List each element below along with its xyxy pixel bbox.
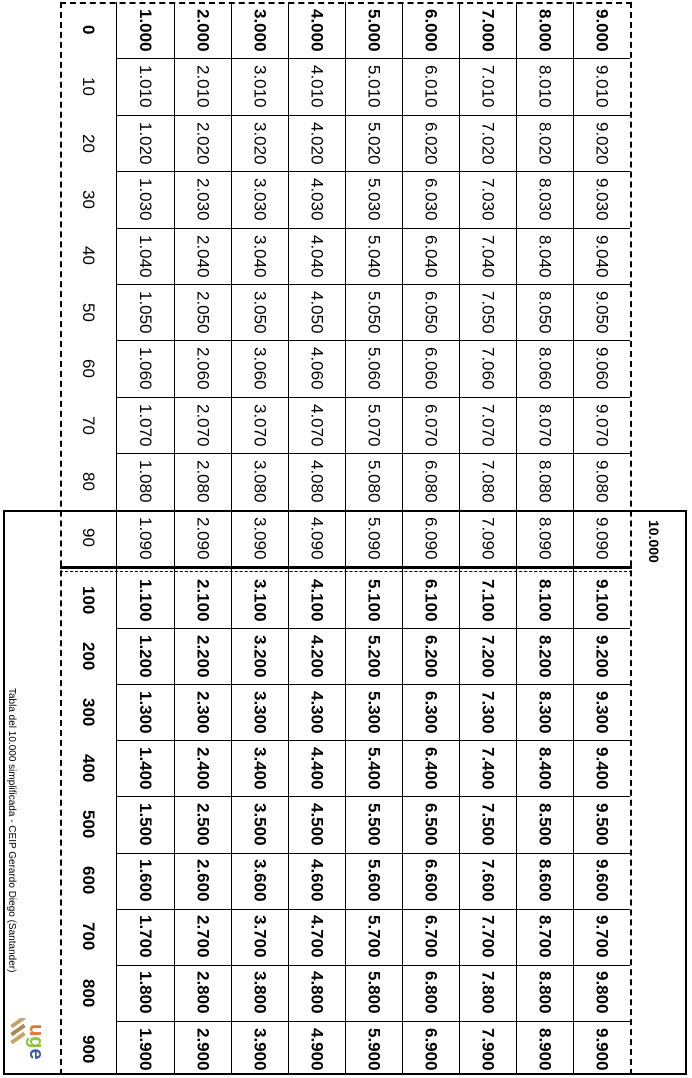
header-cell: 80 bbox=[79, 471, 98, 491]
table-cell: 2.200 bbox=[193, 634, 213, 678]
table-cell: 6.020 bbox=[421, 121, 441, 165]
header-cell: 10 bbox=[79, 77, 98, 97]
table-cell: 9.700 bbox=[592, 915, 612, 958]
table-cell: 7.070 bbox=[478, 403, 498, 447]
table-cell: 3.500 bbox=[250, 803, 270, 846]
table-cell: 8.600 bbox=[535, 859, 555, 902]
table-cell: 7.700 bbox=[478, 915, 498, 958]
section-separator bbox=[60, 566, 632, 569]
table-cell: 8.020 bbox=[535, 121, 555, 165]
table-cell: 8.300 bbox=[535, 690, 555, 734]
table-cell: 6.070 bbox=[421, 403, 441, 447]
table-cell: 5.010 bbox=[364, 65, 384, 108]
table-cell: 4.700 bbox=[307, 915, 327, 958]
table-cell: 7.300 bbox=[478, 690, 498, 734]
table-cell: 6.600 bbox=[421, 859, 441, 902]
table-cell: 1.040 bbox=[136, 234, 155, 278]
table-cell: 7.010 bbox=[478, 65, 498, 108]
table-cell: 7.090 bbox=[478, 516, 498, 560]
table-cell: 9.600 bbox=[592, 859, 612, 902]
table-cell: 2.700 bbox=[193, 915, 213, 958]
table-cell: 8.700 bbox=[535, 915, 555, 958]
header-cell: 0 bbox=[79, 25, 98, 35]
table-cell: 8.800 bbox=[535, 971, 555, 1014]
table-cell: 6.000 bbox=[421, 8, 441, 52]
table-cell: 8.100 bbox=[535, 578, 555, 622]
header-cell: 700 bbox=[79, 922, 98, 951]
table-cell: 5.090 bbox=[364, 516, 384, 560]
table-cell: 5.400 bbox=[364, 747, 384, 790]
table-cell: 5.700 bbox=[364, 915, 384, 958]
table-cell: 7.080 bbox=[478, 460, 498, 503]
table-caption: Tabla del 10.000 simplificada - CEIP Gerardo Diego (Santander) bbox=[6, 688, 17, 973]
table-cell: 5.600 bbox=[364, 859, 384, 902]
table-cell: 2.040 bbox=[193, 234, 213, 278]
table-cell: 6.050 bbox=[421, 290, 441, 334]
table-cell: 4.090 bbox=[307, 516, 327, 560]
table-cell: 2.900 bbox=[193, 1027, 213, 1071]
table-cell: 9.400 bbox=[592, 747, 612, 790]
table-cell: 6.090 bbox=[421, 516, 441, 560]
logo-mark-icon bbox=[10, 1018, 47, 1060]
table-cell: 9.020 bbox=[592, 121, 612, 165]
table-cell: 1.100 bbox=[136, 578, 155, 622]
table-cell: 4.500 bbox=[307, 803, 327, 846]
header-cell: 30 bbox=[79, 189, 98, 209]
table-cell: 5.000 bbox=[364, 8, 384, 52]
table-cell: 6.200 bbox=[421, 634, 441, 678]
table-cell: 9.090 bbox=[592, 516, 612, 560]
table-cell: 7.900 bbox=[478, 1027, 498, 1071]
header-cell: 300 bbox=[79, 698, 98, 727]
table-cell: 4.050 bbox=[307, 290, 327, 334]
table-cell: 3.050 bbox=[250, 290, 270, 334]
table-cell: 7.030 bbox=[478, 178, 498, 221]
table-cell: 3.200 bbox=[250, 634, 270, 678]
table-cell: 2.020 bbox=[193, 121, 213, 165]
table-cell: 4.300 bbox=[307, 690, 327, 734]
header-cell: 600 bbox=[79, 866, 98, 895]
table-cell: 4.600 bbox=[307, 859, 327, 902]
table-cell: 5.080 bbox=[364, 460, 384, 503]
table-cell: 4.020 bbox=[307, 121, 327, 165]
table-cell: 1.700 bbox=[136, 915, 155, 958]
table-cell: 7.100 bbox=[478, 578, 498, 622]
table-cell: 2.050 bbox=[193, 290, 213, 334]
table-cell: 8.090 bbox=[535, 516, 555, 560]
table-cell: 5.040 bbox=[364, 234, 384, 278]
table-cell: 8.060 bbox=[535, 347, 555, 390]
table-cell: 2.090 bbox=[193, 516, 213, 560]
table-cell: 8.200 bbox=[535, 634, 555, 678]
table-cell: 2.080 bbox=[193, 460, 213, 503]
table-cell: 1.900 bbox=[136, 1027, 155, 1071]
header-cell: 400 bbox=[79, 754, 98, 783]
table-cell: 7.060 bbox=[478, 347, 498, 390]
table-cell: 9.070 bbox=[592, 403, 612, 447]
table-cell: 7.400 bbox=[478, 747, 498, 790]
table-cell: 5.900 bbox=[364, 1027, 384, 1071]
table-cell: 1.010 bbox=[136, 65, 155, 108]
table-cell: 3.060 bbox=[250, 347, 270, 390]
table-cell: 3.010 bbox=[250, 65, 270, 108]
table-cell: 8.400 bbox=[535, 747, 555, 790]
table-cell: 3.030 bbox=[250, 178, 270, 221]
title-box bbox=[632, 510, 687, 563]
table-cell: 1.300 bbox=[136, 690, 155, 734]
table-cell: 5.800 bbox=[364, 971, 384, 1014]
table-cell: 9.050 bbox=[592, 290, 612, 334]
table-cell: 5.070 bbox=[364, 403, 384, 447]
table-cell: 6.300 bbox=[421, 690, 441, 734]
table-cell: 6.030 bbox=[421, 178, 441, 221]
table-cell: 7.020 bbox=[478, 121, 498, 165]
table-cell: 5.060 bbox=[364, 347, 384, 390]
table-cell: 4.900 bbox=[307, 1027, 327, 1071]
header-cell: 800 bbox=[79, 978, 98, 1007]
table-cell: 3.400 bbox=[250, 747, 270, 790]
table-cell: 1.020 bbox=[136, 121, 155, 165]
table-cell: 6.040 bbox=[421, 234, 441, 278]
table-cell: 5.200 bbox=[364, 634, 384, 678]
table-cell: 3.800 bbox=[250, 971, 270, 1014]
header-cell: 500 bbox=[79, 810, 98, 839]
table-cell: 7.200 bbox=[478, 634, 498, 678]
table-cell: 6.060 bbox=[421, 347, 441, 390]
header-cell: 900 bbox=[79, 1034, 98, 1064]
table-cell: 4.070 bbox=[307, 403, 327, 447]
table-cell: 3.700 bbox=[250, 915, 270, 958]
table-cell: 9.010 bbox=[592, 65, 612, 108]
header-cell: 20 bbox=[79, 133, 98, 153]
table-cell: 6.010 bbox=[421, 65, 441, 108]
header-cell: 60 bbox=[79, 359, 98, 379]
table-cell: 9.040 bbox=[592, 234, 612, 278]
table-cell: 7.800 bbox=[478, 971, 498, 1014]
table-cell: 5.020 bbox=[364, 121, 384, 165]
table-cell: 9.060 bbox=[592, 347, 612, 390]
table-cell: 8.900 bbox=[535, 1027, 555, 1071]
table-cell: 1.090 bbox=[136, 516, 155, 560]
table-cell: 4.000 bbox=[307, 8, 327, 52]
table-cell: 3.900 bbox=[250, 1027, 270, 1071]
table-cell: 6.700 bbox=[421, 915, 441, 958]
table-cell: 1.800 bbox=[136, 971, 155, 1014]
table-cell: 3.300 bbox=[250, 690, 270, 734]
table-cell: 9.200 bbox=[592, 634, 612, 678]
table-cell: 8.050 bbox=[535, 290, 555, 334]
table-cell: 3.000 bbox=[250, 8, 270, 52]
table-cell: 2.030 bbox=[193, 178, 213, 221]
table-cell: 3.100 bbox=[250, 578, 270, 622]
table-cell: 9.500 bbox=[592, 803, 612, 846]
table-cell: 2.400 bbox=[193, 747, 213, 790]
table-cell: 3.040 bbox=[250, 234, 270, 278]
table-cell: 8.500 bbox=[535, 803, 555, 846]
svg-text:uge: uge bbox=[25, 1024, 47, 1060]
table-cell: 3.020 bbox=[250, 121, 270, 165]
table-cell: 4.080 bbox=[307, 460, 327, 503]
table-cell: 7.000 bbox=[478, 8, 498, 52]
table-cell: 4.400 bbox=[307, 747, 327, 790]
table-cell: 2.010 bbox=[193, 65, 213, 108]
table-cell: 8.030 bbox=[535, 178, 555, 221]
table-cell: 5.500 bbox=[364, 803, 384, 846]
table-cell: 9.900 bbox=[592, 1027, 612, 1071]
table-cell: 3.090 bbox=[250, 516, 270, 560]
header-cell: 50 bbox=[79, 302, 98, 322]
table-cell: 2.060 bbox=[193, 347, 213, 390]
table-cell: 9.000 bbox=[592, 8, 612, 52]
table-cell: 4.800 bbox=[307, 971, 327, 1014]
table-cell: 9.030 bbox=[592, 178, 612, 221]
table-cell: 8.000 bbox=[535, 8, 555, 52]
table-cell: 4.040 bbox=[307, 234, 327, 278]
table-cell: 7.500 bbox=[478, 803, 498, 846]
table-cell: 1.080 bbox=[136, 460, 155, 503]
table-cell: 6.400 bbox=[421, 747, 441, 790]
table-cell: 9.100 bbox=[592, 578, 612, 622]
table-cell: 3.080 bbox=[250, 460, 270, 503]
table-cell: 3.600 bbox=[250, 859, 270, 902]
header-cell: 200 bbox=[79, 641, 98, 671]
table-cell: 8.080 bbox=[535, 460, 555, 503]
table-cell: 8.040 bbox=[535, 234, 555, 278]
table-cell: 6.900 bbox=[421, 1027, 441, 1071]
table-cell: 4.060 bbox=[307, 347, 327, 390]
table-cell: 4.030 bbox=[307, 178, 327, 221]
table-cell: 2.800 bbox=[193, 971, 213, 1014]
table-title: 10.000 bbox=[646, 520, 662, 563]
table-cell: 1.050 bbox=[136, 290, 155, 334]
table-cell: 2.300 bbox=[193, 690, 213, 734]
table-cell: 2.600 bbox=[193, 859, 213, 902]
table-cell: 3.070 bbox=[250, 403, 270, 447]
table-cell: 6.100 bbox=[421, 578, 441, 622]
table-cell: 7.600 bbox=[478, 859, 498, 902]
school-logo bbox=[6, 1018, 58, 1072]
table-cell: 9.300 bbox=[592, 690, 612, 734]
table-cell: 5.050 bbox=[364, 290, 384, 334]
table-cell: 5.100 bbox=[364, 578, 384, 622]
table-cell: 1.400 bbox=[136, 747, 155, 790]
table-cell: 4.200 bbox=[307, 634, 327, 678]
header-cell: 90 bbox=[79, 528, 98, 548]
table-cell: 7.050 bbox=[478, 290, 498, 334]
table-cell: 7.040 bbox=[478, 234, 498, 278]
table-cell: 5.300 bbox=[364, 690, 384, 734]
table-cell: 8.070 bbox=[535, 403, 555, 447]
table-cell: 4.010 bbox=[307, 65, 327, 108]
table-cell: 9.080 bbox=[592, 460, 612, 503]
table-cell: 1.500 bbox=[136, 803, 155, 846]
table-cell: 1.030 bbox=[136, 178, 155, 221]
table-cell: 2.500 bbox=[193, 803, 213, 846]
table-cell: 6.080 bbox=[421, 460, 441, 503]
table-cell: 6.800 bbox=[421, 971, 441, 1014]
table-cell: 1.600 bbox=[136, 859, 155, 902]
table-cell: 1.060 bbox=[136, 347, 155, 390]
header-cell: 70 bbox=[79, 415, 98, 435]
table-cell: 5.030 bbox=[364, 178, 384, 221]
table-cell: 1.200 bbox=[136, 634, 155, 678]
table-cell: 6.500 bbox=[421, 803, 441, 846]
table-cell: 2.100 bbox=[193, 578, 213, 622]
table-cell: 2.070 bbox=[193, 403, 213, 447]
header-cell: 40 bbox=[79, 246, 98, 266]
table-cell: 1.000 bbox=[136, 8, 155, 52]
table-cell: 1.070 bbox=[136, 403, 155, 447]
table-cell: 8.010 bbox=[535, 65, 555, 108]
table-cell: 9.800 bbox=[592, 971, 612, 1014]
table-cell: 2.000 bbox=[193, 8, 213, 52]
table-cell: 4.100 bbox=[307, 578, 327, 622]
header-cell: 100 bbox=[79, 585, 98, 615]
